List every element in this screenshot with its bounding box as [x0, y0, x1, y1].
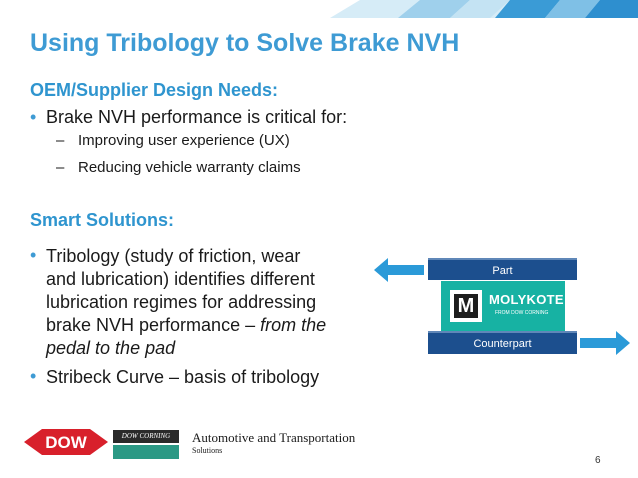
bullet-text: Brake NVH performance is critical for:	[46, 107, 348, 127]
molykote-logo	[441, 281, 565, 331]
bullet-icon: •	[30, 107, 37, 127]
dow-logo-icon	[24, 425, 108, 461]
division-subtitle: Solutions	[192, 446, 223, 455]
bullet-icon: •	[30, 245, 37, 265]
bullet-line: lubrication regimes for addressing	[46, 292, 317, 312]
sub-bullet-text: Reducing vehicle warranty claims	[78, 159, 301, 176]
division-title: Automotive and Transportation	[192, 430, 356, 445]
sub-bullet-warranty	[56, 159, 301, 176]
dow-corning-bar	[113, 445, 179, 459]
top-banner	[0, 0, 638, 18]
bullet-tribology	[46, 245, 326, 360]
right-arrow-icon	[580, 330, 630, 356]
bullet-line: and lubrication) identifies different	[46, 269, 315, 289]
left-arrow-icon	[374, 257, 424, 283]
bullet-line	[46, 337, 326, 360]
bullet-line-normal: brake NVH performance –	[46, 315, 261, 335]
section-heading-solutions: Smart Solutions:	[30, 210, 175, 230]
bullet-line-italic: pedal to the pad	[46, 338, 176, 358]
sub-bullet-ux	[56, 132, 290, 149]
svg-text:DOW: DOW	[45, 433, 87, 452]
bullet-line	[46, 314, 326, 337]
dash-icon: –	[56, 132, 65, 149]
slide-title: Using Tribology to Solve Brake NVH	[30, 29, 460, 57]
bullet-stribeck: Stribeck Curve – basis of tribology	[46, 367, 320, 387]
bullet-line: Tribology (study of friction, wear	[46, 246, 301, 266]
page-number: 6	[595, 455, 601, 466]
sub-bullet-text: Improving user experience (UX)	[78, 132, 290, 149]
dash-icon: –	[56, 159, 65, 176]
dow-corning-logo	[113, 430, 179, 459]
bullet-icon: •	[30, 366, 37, 386]
molykote-sub: FROM DOW CORNING	[495, 310, 549, 316]
molykote-m-icon: M	[450, 290, 482, 322]
part-bar: Part	[428, 258, 577, 280]
dow-corning-name: DOW CORNING	[113, 430, 179, 443]
counterpart-bar: Counterpart	[428, 331, 577, 354]
molykote-name: MOLYKOTE	[489, 292, 564, 307]
bullet-nvh-critical	[30, 106, 347, 129]
section-heading-needs: OEM/Supplier Design Needs:	[30, 80, 279, 100]
bullet-line-italic: from the	[260, 315, 327, 335]
